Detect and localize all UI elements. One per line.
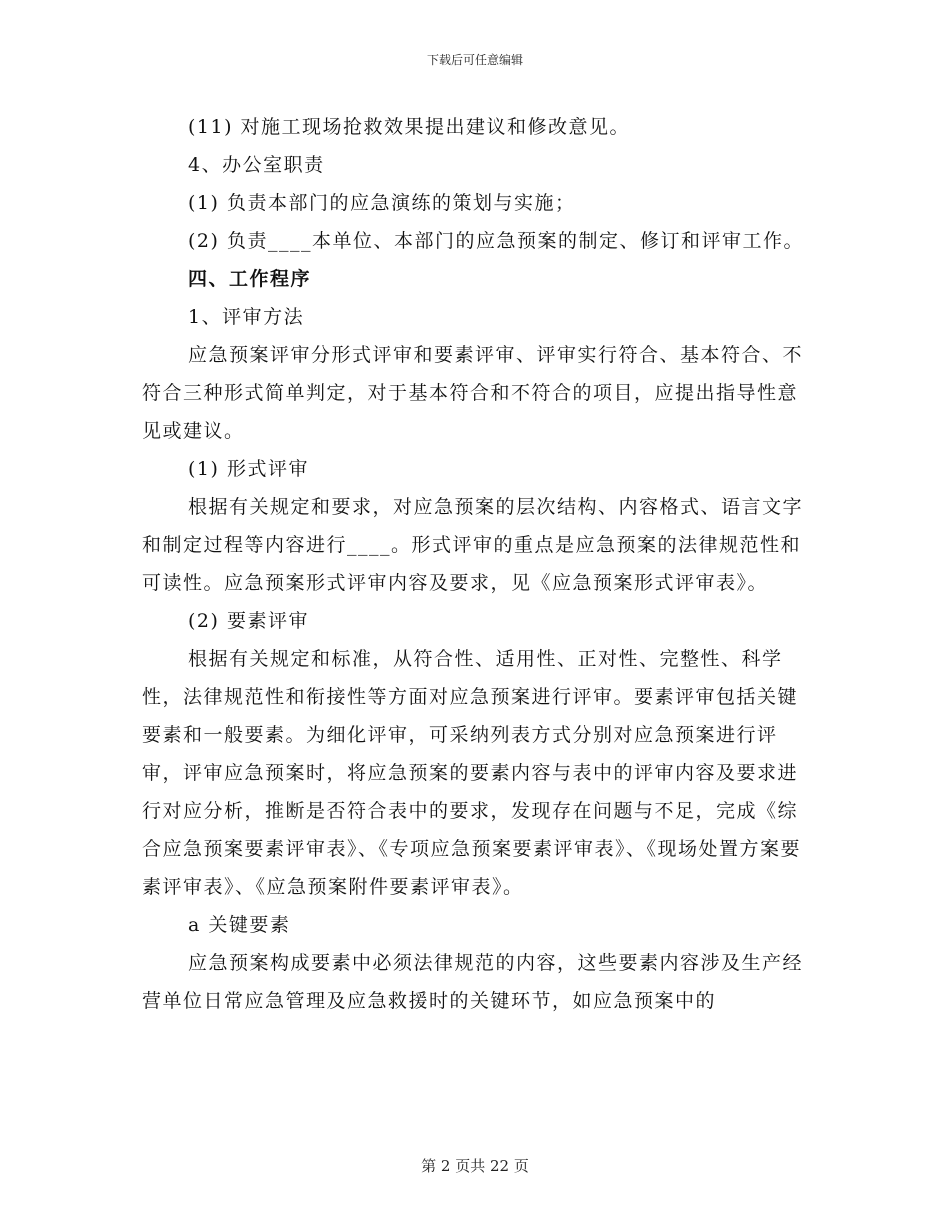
subheading-form-review: (1) 形式评审 <box>188 458 309 480</box>
section-heading-office-duties: 4、办公室职责 <box>188 154 325 176</box>
page-footer: 第 2 页共 22 页 <box>421 1157 529 1175</box>
page-header: 下载后可任意编辑 <box>426 53 523 67</box>
paragraph-review-overview: 应急预案评审分形式评审和要素评审、评审实行符合、基本符合、不符合三种形式简单判定，对于基本符合和不符合的项目，应提出指导性意见或建议。 <box>142 344 804 442</box>
paragraph-element-review: 根据有关规定和标准，从符合性、适用性、正对性、完整性、科学性，法律规范性和衔接性等方面对应急预案进行评审。要素评审包括关键要素和一般要素。为细化评审，可采纳列表方式分别对应急预案进行评审，评审应急预案时，将应急预案的要素内容与表中的评审内容及要求进行对应分析，推断是否符合表中的要求，发现存在问题与不足，完成《综合应急预案要素评审表》、《专项应急预案要素评审表》、《现场处置方案要素评审表》、《应急预案附件要素评审表》。 <box>142 648 802 898</box>
subheading-element-review: (2) 要素评审 <box>188 610 309 632</box>
list-item-11: (11) 对施工现场抢救效果提出建议和修改意见。 <box>188 116 631 138</box>
paragraph-key-elements: 应急预案构成要素中必须法律规范的内容，这些要素内容涉及生产经营单位日常应急管理及应急救援时的关键环节，如应急预案中的 <box>142 952 804 1012</box>
list-item-1: (1) 负责本部门的应急演练的策划与实施； <box>188 192 576 214</box>
list-item-2: (2) 负责____本单位、本部门的应急预案的制定、修订和评审工作。 <box>188 230 804 252</box>
paragraph-form-review: 根据有关规定和要求，对应急预案的层次结构、内容格式、语言文字和制定过程等内容进行____。形式评审的重点是应急预案的法律规范性和可读性。应急预案形式评审内容及要求，见《应急预案形式评审表》。 <box>142 496 804 594</box>
subheading-key-elements: a 关键要素 <box>188 914 291 936</box>
document-body <box>142 108 812 1020</box>
section-heading-work-procedure: 四、工作程序 <box>188 268 312 290</box>
subheading-review-method: 1、评审方法 <box>188 306 305 328</box>
